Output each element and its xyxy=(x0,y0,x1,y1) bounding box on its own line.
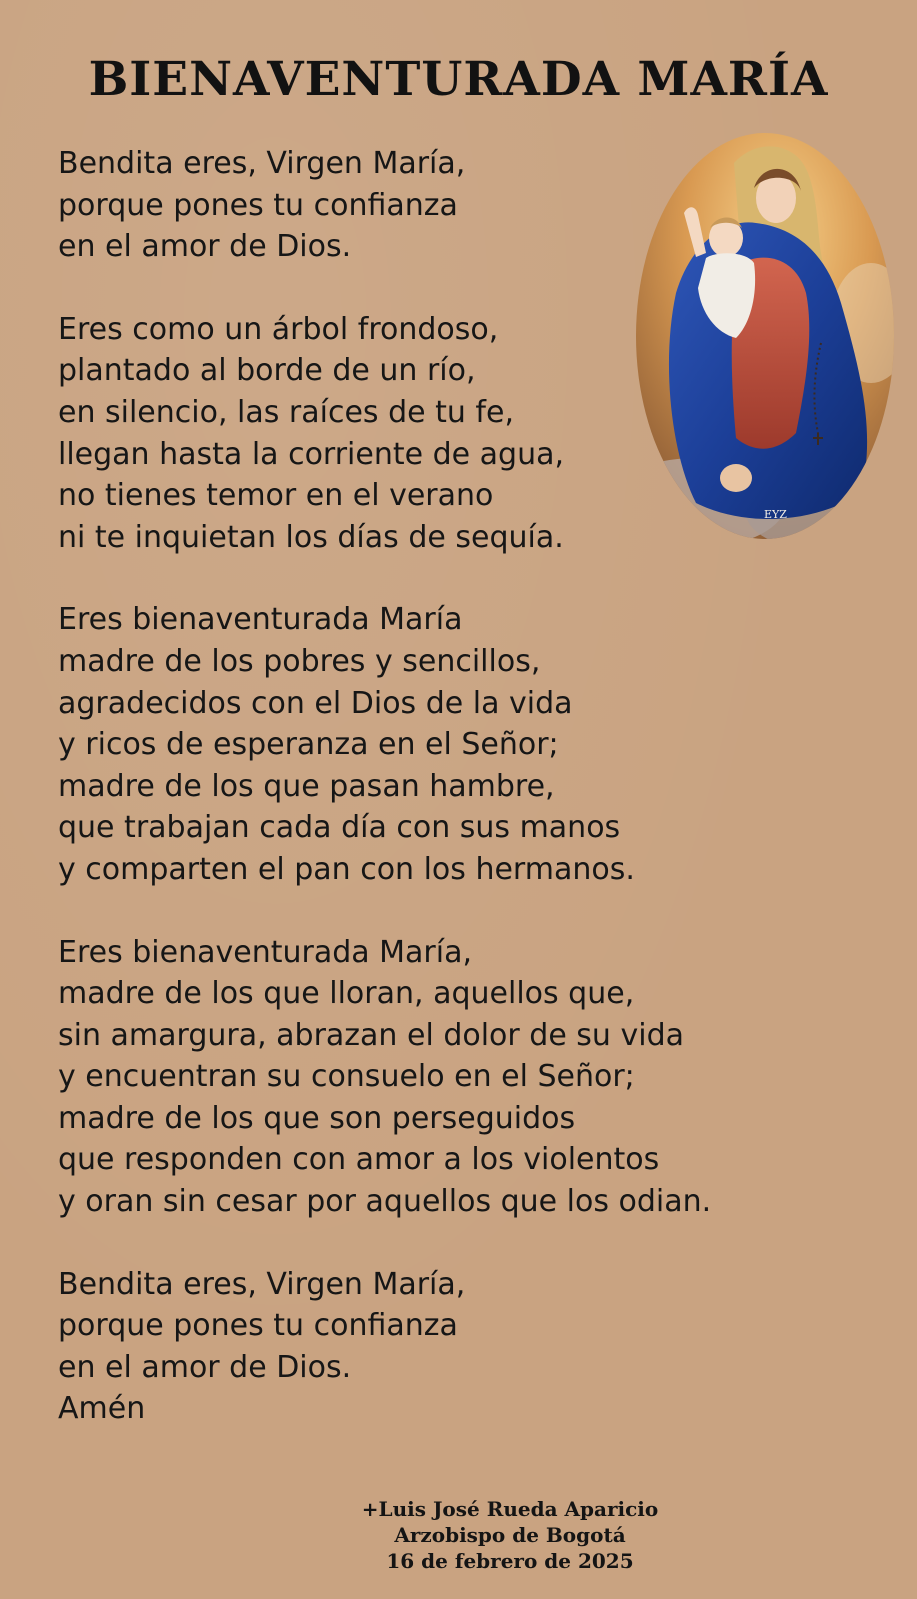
poem-line: que trabajan cada día con sus manos xyxy=(58,810,621,846)
poem-line: porque pones tu confianza xyxy=(58,187,458,223)
stanza xyxy=(58,143,818,268)
poem-line: en el amor de Dios. xyxy=(58,229,352,265)
poem-line: llegan hasta la corriente de agua, xyxy=(58,436,565,472)
poem-line: en el amor de Dios. xyxy=(58,1349,352,1385)
poem-line: y oran sin cesar por aquellos que los odian. xyxy=(58,1184,712,1220)
poem-line: Eres bienaventurada María xyxy=(58,602,463,638)
poem-line: Eres como un árbol frondoso, xyxy=(58,311,499,347)
poem-line: que responden con amor a los violentos xyxy=(58,1142,660,1178)
poem-line: Amén xyxy=(58,1391,146,1427)
poem-line: madre de los que lloran, aquellos que, xyxy=(58,976,635,1012)
poem-line: y ricos de esperanza en el Señor; xyxy=(58,727,559,763)
poem-line: y encuentran su consuelo en el Señor; xyxy=(58,1059,635,1095)
poem-line: madre de los que son perseguidos xyxy=(58,1100,576,1136)
poem-line: Bendita eres, Virgen María, xyxy=(58,146,466,181)
poem-line: madre de los que pasan hambre, xyxy=(58,768,555,804)
poem-line: plantado al borde de un río, xyxy=(58,353,476,389)
signature-date: 16 de febrero de 2025 xyxy=(386,1549,634,1573)
poem-line: en silencio, las raíces de tu fe, xyxy=(58,394,514,430)
poem-line: y comparten el pan con los hermanos. xyxy=(58,851,635,887)
stanza xyxy=(58,309,818,559)
signature-block xyxy=(300,1496,720,1574)
stanza xyxy=(58,599,818,890)
poem-line: Bendita eres, Virgen María, xyxy=(58,1266,466,1302)
watermark-text: EYZ xyxy=(764,508,787,521)
author-role: Arzobispo de Bogotá xyxy=(394,1523,626,1547)
poem-line: no tienes temor en el verano xyxy=(58,478,494,514)
poem-line: sin amargura, abrazan el dolor de su vida xyxy=(58,1017,685,1053)
poem-line: ni te inquietan los días de sequía. xyxy=(58,519,564,555)
poem-body xyxy=(58,143,818,1471)
poem-line: madre de los pobres y sencillos, xyxy=(58,643,541,679)
author-name: +Luis José Rueda Aparicio xyxy=(361,1497,659,1521)
poem-line: Eres bienaventurada María, xyxy=(58,934,473,970)
poem-line: agradecidos con el Dios de la vida xyxy=(58,685,573,721)
page-title: BIENAVENTURADA MARÍA xyxy=(88,52,829,107)
stanza xyxy=(58,932,818,1223)
poem-line: porque pones tu confianza xyxy=(58,1308,458,1344)
stanza xyxy=(58,1264,818,1430)
